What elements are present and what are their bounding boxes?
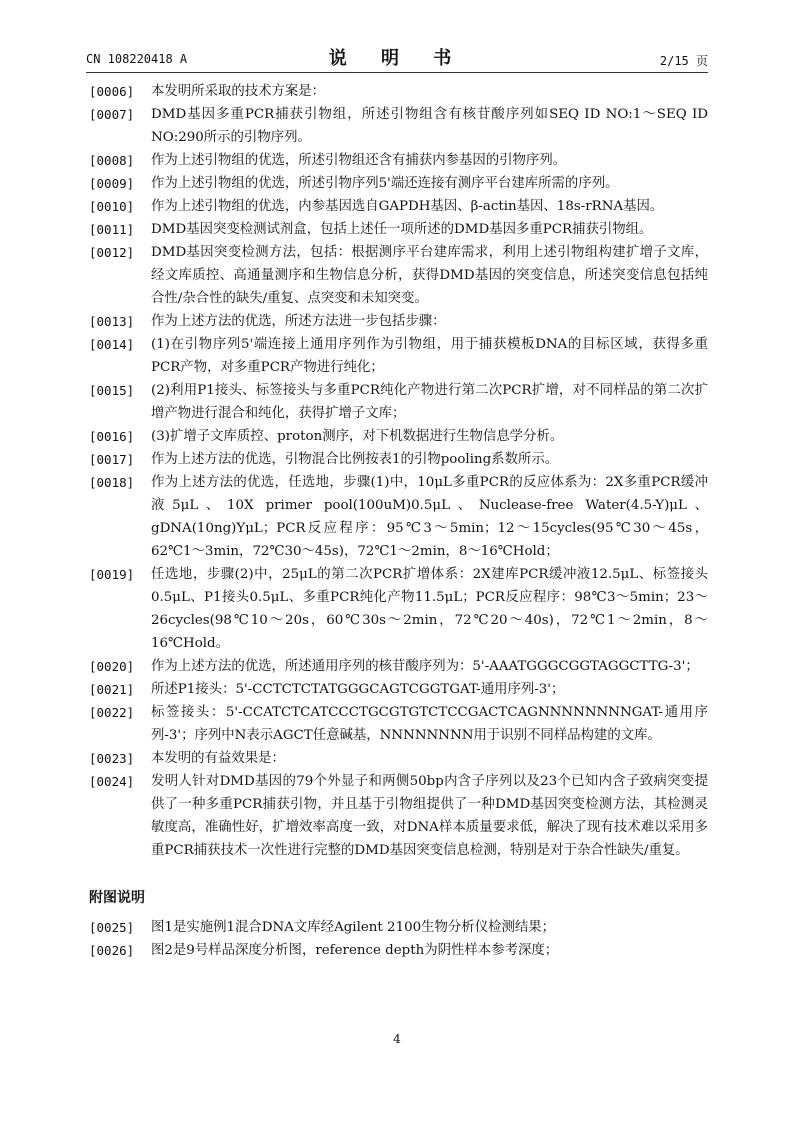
paragraph-number: [0017]	[89, 452, 135, 467]
paragraph-list	[89, 80, 708, 862]
paragraph-text: DMD基因多重PCR捕获引物组，所述引物组含有核苷酸序列如SEQ ID NO:1～SEQ ID NO:290所示的引物序列。	[151, 107, 708, 145]
paragraph-number: [0025]	[89, 920, 135, 935]
paragraph-number: [0021]	[89, 682, 135, 697]
paragraph-number: [0013]	[89, 314, 135, 329]
paragraph-number: [0011]	[89, 222, 135, 237]
paragraph	[89, 471, 708, 563]
paragraph-number: [0026]	[89, 943, 135, 958]
document-body	[89, 80, 708, 962]
paragraph-number: [0024]	[89, 774, 135, 789]
paragraph	[89, 655, 708, 678]
page-header	[86, 44, 708, 70]
paragraph-number: [0010]	[89, 199, 135, 214]
paragraph-text: 所述P1接头：5'-CCTCTCTATGGGCAGTCGGTGAT-通用序列-3'；	[151, 682, 565, 697]
paragraph-text: (1)在引物序列5'端连接上通用序列作为引物组，用于捕获模板DNA的目标区域，获得多重PCR产物，对多重PCR产物进行纯化；	[151, 337, 708, 375]
paragraph-text: 作为上述方法的优选，引物混合比例按表1的引物pooling系数所示。	[151, 452, 559, 467]
paragraph-text: 作为上述方法的优选，任选地，步骤(1)中，10μL多重PCR的反应体系为：2X多重PCR缓冲液5μL、10X primer pool(100uM)0.5μL、Nuclease-free Water(4.5-Y)μL、gDNA(10ng)YμL；PCR反应程序：95℃3～5min；12～15cycles(95℃30～45s，62℃1～3min，72℃30～45s)，72℃1～2min，8～16℃Hold；	[151, 475, 708, 559]
paragraph	[89, 425, 708, 448]
paragraph	[89, 80, 708, 103]
paragraph-text: 任选地，步骤(2)中，25μL的第二次PCR扩增体系：2X建库PCR缓冲液12.5μL、标签接头0.5μL、P1接头0.5μL、多重PCR纯化产物11.5μL；PCR反应程序：98℃3～5min；23～26cycles(98℃10～20s，60℃30s～2min，72℃20～40s)，72℃1～2min，8～16℃Hold。	[151, 567, 708, 651]
paragraph	[89, 916, 708, 939]
paragraph-text: (3)扩增子文库质控、proton测序，对下机数据进行生物信息学分析。	[151, 429, 564, 444]
paragraph-text: 作为上述引物组的优选，内参基因选自GAPDH基因、β-actin基因、18s-rRNA基因。	[151, 199, 664, 214]
patent-number: CN 108220418 A	[86, 52, 188, 66]
paragraph-number: [0015]	[89, 383, 135, 398]
paragraph-text: 作为上述引物组的优选，所述引物序列5'端还连接有测序平台建库所需的序列。	[151, 176, 619, 191]
paragraph-text: (2)利用P1接头、标签接头与多重PCR纯化产物进行第二次PCR扩增，对不同样品的第二次扩增产物进行混合和纯化，获得扩增子文库；	[151, 383, 708, 421]
paragraph	[89, 563, 708, 655]
paragraph-number: [0023]	[89, 751, 135, 766]
paragraph	[89, 241, 708, 310]
page-number: 4	[393, 1032, 401, 1046]
paragraph-number: [0019]	[89, 567, 135, 582]
paragraph-text: DMD基因突变检测方法，包括：根据测序平台建库需求，利用上述引物组构建扩增子文库，经文库质控、高通量测序和生物信息分析，获得DMD基因的突变信息，所述突变信息包括纯合性/杂合性的缺失/重复、点突变和未知突变。	[151, 245, 708, 306]
paragraph-text: 作为上述引物组的优选，所述引物组还含有捕获内参基因的引物序列。	[151, 153, 567, 168]
paragraph-number: [0009]	[89, 176, 135, 191]
document-title: 说 明 书	[328, 48, 466, 69]
paragraph-text: DMD基因突变检测试剂盒，包括上述任一项所述的DMD基因多重PCR捕获引物组。	[151, 222, 653, 237]
paragraph	[89, 747, 708, 770]
paragraph-number: [0018]	[89, 475, 135, 490]
paragraph-text: 本发明的有益效果是：	[151, 751, 285, 766]
paragraph	[89, 448, 708, 471]
paragraph-text: 图1是实施例1混合DNA文库经Agilent 2100生物分析仪检测结果；	[151, 920, 556, 935]
paragraph	[89, 103, 708, 149]
paragraph-text: 标签接头：5'-CCATCTCATCCCTGCGTGTCTCCGACTCAGNNNNNNNNGAT-通用序列-3'；序列中N表示AGCT任意碱基，NNNNNNNN用于识别不同样品构建的文库。	[151, 705, 708, 743]
paragraph	[89, 172, 708, 195]
paragraph	[89, 939, 708, 962]
paragraph	[89, 333, 708, 379]
section-title: 附图说明	[89, 890, 145, 906]
paragraph	[89, 195, 708, 218]
paragraph	[89, 149, 708, 172]
paragraph-text: 作为上述方法的优选，所述通用序列的核苷酸序列为：5'-AAATGGGCGGTAGGCTTG-3'；	[151, 659, 699, 674]
paragraph	[89, 218, 708, 241]
paragraph	[89, 770, 708, 862]
paragraph	[89, 678, 708, 701]
header-rule	[86, 72, 708, 73]
paragraph-number: [0007]	[89, 107, 135, 122]
paragraph-text: 作为上述方法的优选，所述方法进一步包括步骤：	[151, 314, 446, 329]
paragraph	[89, 310, 708, 333]
paragraph-number: [0006]	[89, 84, 135, 99]
paragraph-text: 本发明所采取的技术方案是：	[151, 84, 326, 99]
paragraph-number: [0012]	[89, 245, 135, 260]
paragraph	[89, 701, 708, 747]
paragraph-text: 发明人针对DMD基因的79个外显子和两侧50bp内含子序列以及23个已知内含子致病突变提供了一种多重PCR捕获引物，并且基于引物组提供了一种DMD基因突变检测方法，其检测灵敏度高，准确性好，扩增效率高度一致，对DNA样本质量要求低，解决了现有技术难以采用多重PCR捕获技术一次性进行完整的DMD基因突变信息检测，特别是对于杂合性缺失/重复。	[151, 774, 708, 858]
paragraph-number: [0020]	[89, 659, 135, 674]
paragraph-number: [0022]	[89, 705, 135, 720]
paragraph-number: [0014]	[89, 337, 135, 352]
page-indicator: 2/15 页	[659, 54, 708, 68]
paragraph-number: [0016]	[89, 429, 135, 444]
figure-paragraph-list	[89, 916, 708, 962]
paragraph-number: [0008]	[89, 153, 135, 168]
paragraph-text: 图2是9号样品深度分析图，reference depth为阴性样本参考深度；	[151, 943, 559, 958]
paragraph	[89, 379, 708, 425]
